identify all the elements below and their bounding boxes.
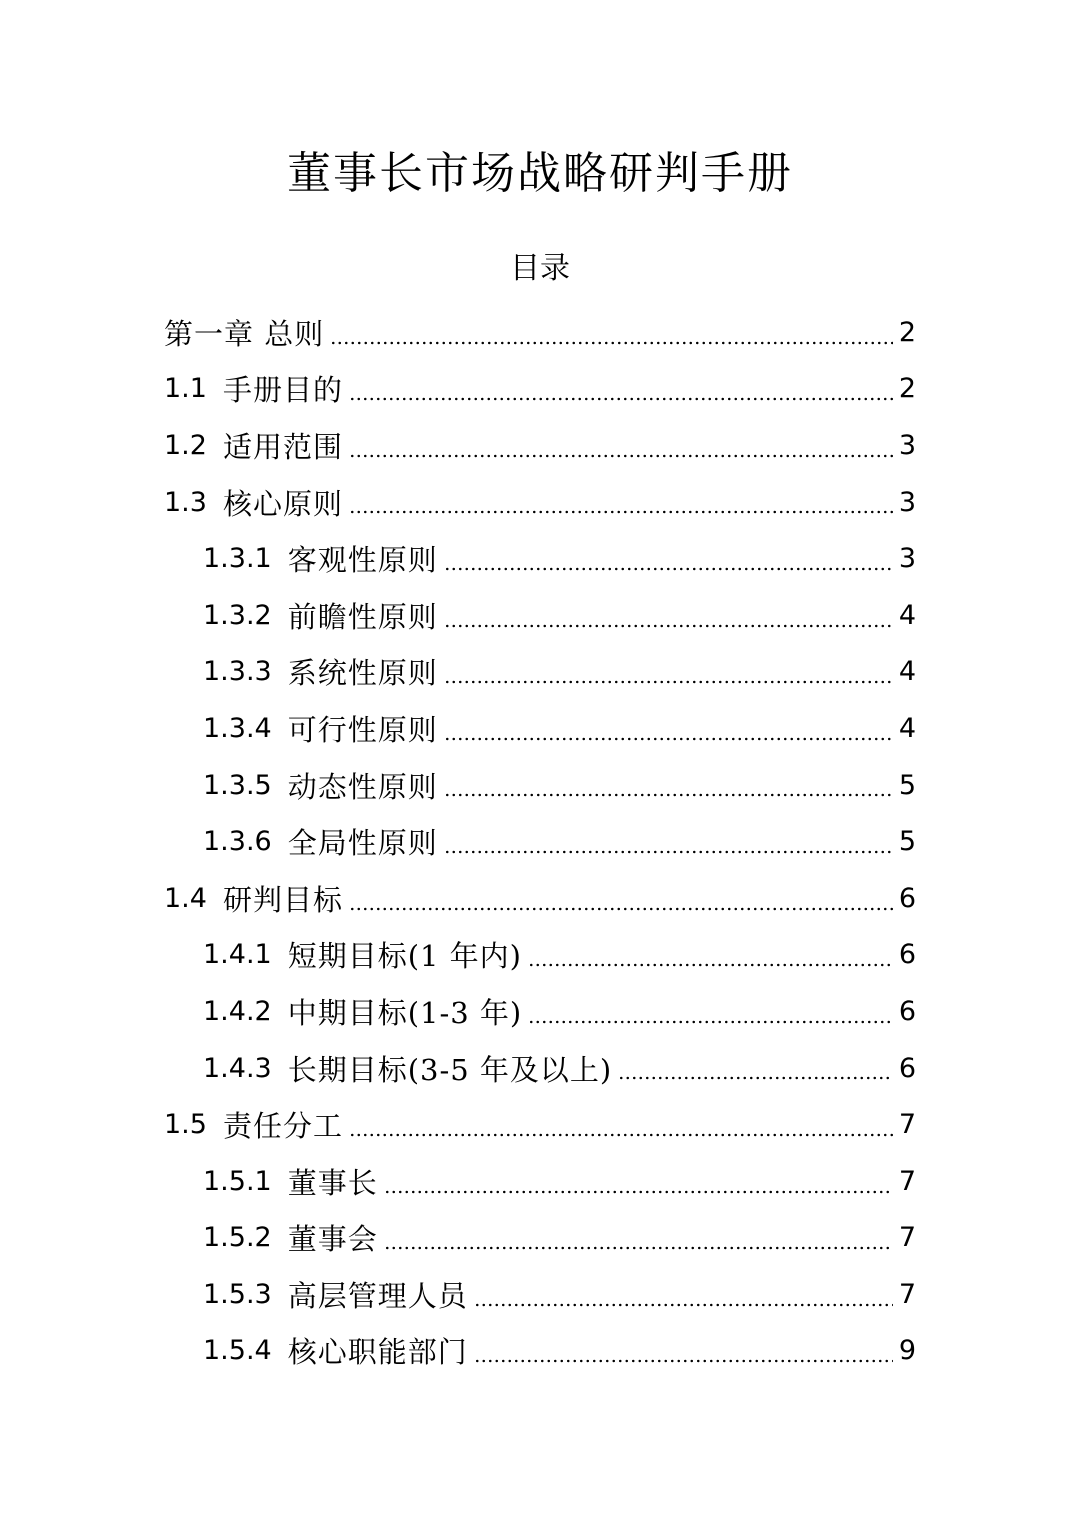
toc-entry[interactable]: [0, 1040, 1080, 1097]
toc-entry-page-number: 6: [898, 939, 916, 971]
toc-entry-page-number: 6: [898, 882, 916, 914]
toc-entry-title: 前瞻性原则: [287, 599, 438, 634]
toc-entry-page-number: 2: [898, 316, 916, 348]
toc-entry-number: 1.2: [164, 429, 207, 461]
toc-entry-page-number: 3: [898, 543, 916, 575]
toc-entry-number: 1.3.5: [203, 769, 272, 801]
toc-entry-title: 短期目标(1 年内): [287, 939, 523, 974]
toc-entry-title: 高层管理人员: [287, 1278, 468, 1313]
toc-entry[interactable]: [0, 1210, 1080, 1267]
toc-entry[interactable]: [0, 1266, 1080, 1323]
toc-entry-page-number: 7: [898, 1222, 916, 1254]
toc-entry[interactable]: [0, 530, 1080, 587]
toc-entry-page-number: 7: [898, 1165, 916, 1197]
toc-dot-leader: [618, 1076, 893, 1080]
toc-entry-page-number: 3: [898, 429, 916, 461]
toc-entry-title: 长期目标(3-5 年及以上): [287, 1052, 613, 1087]
toc-entry[interactable]: [0, 474, 1080, 531]
toc-entry[interactable]: [0, 927, 1080, 984]
toc-entry-page-number: 5: [898, 769, 916, 801]
toc-entry-title: 全局性原则: [287, 826, 438, 861]
toc-entry-number: 1.5.2: [203, 1222, 272, 1254]
toc-entry-number: 1.5.4: [203, 1335, 272, 1367]
toc-entry-page-number: 4: [898, 712, 916, 744]
toc-entry-title: 第一章 总则: [164, 316, 325, 351]
toc-entry[interactable]: [0, 983, 1080, 1040]
toc-entry[interactable]: [0, 644, 1080, 701]
toc-entry-number: 1.1: [164, 373, 207, 405]
toc-dot-leader: [384, 1190, 893, 1194]
toc-entry[interactable]: [0, 587, 1080, 644]
toc-entry-title: 董事长: [287, 1165, 378, 1200]
toc-dot-leader: [444, 793, 893, 797]
toc-entry[interactable]: [0, 417, 1080, 474]
toc-entry-page-number: 6: [898, 1052, 916, 1084]
toc-entry[interactable]: [0, 304, 1080, 361]
toc-dot-leader: [330, 341, 893, 345]
toc-entry-number: 1.4: [164, 882, 207, 914]
toc-dot-leader: [444, 850, 893, 854]
toc-entry-page-number: 9: [898, 1335, 916, 1367]
toc-entry-page-number: 3: [898, 486, 916, 518]
toc-dot-leader: [349, 907, 893, 911]
toc-entry-page-number: 4: [898, 599, 916, 631]
toc-entry-number: 1.3.3: [203, 656, 272, 688]
toc-dot-leader: [349, 1133, 893, 1137]
toc-entry[interactable]: [0, 813, 1080, 870]
toc-entry-title: 系统性原则: [287, 656, 438, 691]
toc-entry-number: 1.3.1: [203, 543, 272, 575]
toc-dot-leader: [384, 1246, 893, 1250]
toc-entry[interactable]: [0, 700, 1080, 757]
toc-entry-page-number: 7: [898, 1278, 916, 1310]
toc-entry-page-number: 4: [898, 656, 916, 688]
toc-entry-page-number: 2: [898, 373, 916, 405]
table-of-contents: [0, 304, 1080, 1379]
toc-entry[interactable]: [0, 757, 1080, 814]
toc-dot-leader: [444, 680, 893, 684]
toc-entry-title: 责任分工: [222, 1109, 343, 1144]
toc-entry-title: 可行性原则: [287, 712, 438, 747]
toc-entry[interactable]: [0, 870, 1080, 927]
toc-entry-number: 1.5: [164, 1109, 207, 1141]
toc-dot-leader: [528, 963, 893, 967]
toc-entry-number: 1.4.1: [203, 939, 272, 971]
toc-entry-title: 动态性原则: [287, 769, 438, 804]
document-title: 董事长市场战略研判手册: [287, 148, 793, 199]
toc-entry-number: 1.4.2: [203, 995, 272, 1027]
toc-entry-title: 客观性原则: [287, 543, 438, 578]
toc-dot-leader: [349, 510, 893, 514]
toc-entry-title: 研判目标: [222, 882, 343, 917]
toc-entry[interactable]: [0, 361, 1080, 418]
toc-heading: 目录: [510, 251, 570, 286]
toc-entry-number: 1.3.2: [203, 599, 272, 631]
toc-entry-number: 1.5.3: [203, 1278, 272, 1310]
toc-entry-page-number: 7: [898, 1109, 916, 1141]
toc-entry[interactable]: [0, 1096, 1080, 1153]
toc-dot-leader: [474, 1359, 893, 1363]
toc-entry-page-number: 6: [898, 995, 916, 1027]
toc-entry-title: 适用范围: [222, 429, 343, 464]
toc-entry-page-number: 5: [898, 826, 916, 858]
toc-entry-number: 1.3: [164, 486, 207, 518]
toc-dot-leader: [444, 624, 893, 628]
toc-entry-title: 核心原则: [222, 486, 343, 521]
toc-entry-number: 1.4.3: [203, 1052, 272, 1084]
toc-entry[interactable]: [0, 1153, 1080, 1210]
toc-entry-title: 董事会: [287, 1222, 378, 1257]
toc-entry-number: 1.5.1: [203, 1165, 272, 1197]
toc-dot-leader: [528, 1020, 893, 1024]
toc-entry-number: 1.3.6: [203, 826, 272, 858]
toc-dot-leader: [474, 1303, 893, 1307]
toc-entry-number: 1.3.4: [203, 712, 272, 744]
toc-dot-leader: [349, 454, 893, 458]
toc-dot-leader: [444, 567, 893, 571]
toc-dot-leader: [444, 737, 893, 741]
toc-entry-title: 核心职能部门: [287, 1335, 468, 1370]
toc-entry-title: 手册目的: [222, 373, 343, 408]
toc-entry-title: 中期目标(1-3 年): [287, 995, 523, 1030]
toc-entry[interactable]: [0, 1323, 1080, 1380]
toc-dot-leader: [349, 397, 893, 401]
